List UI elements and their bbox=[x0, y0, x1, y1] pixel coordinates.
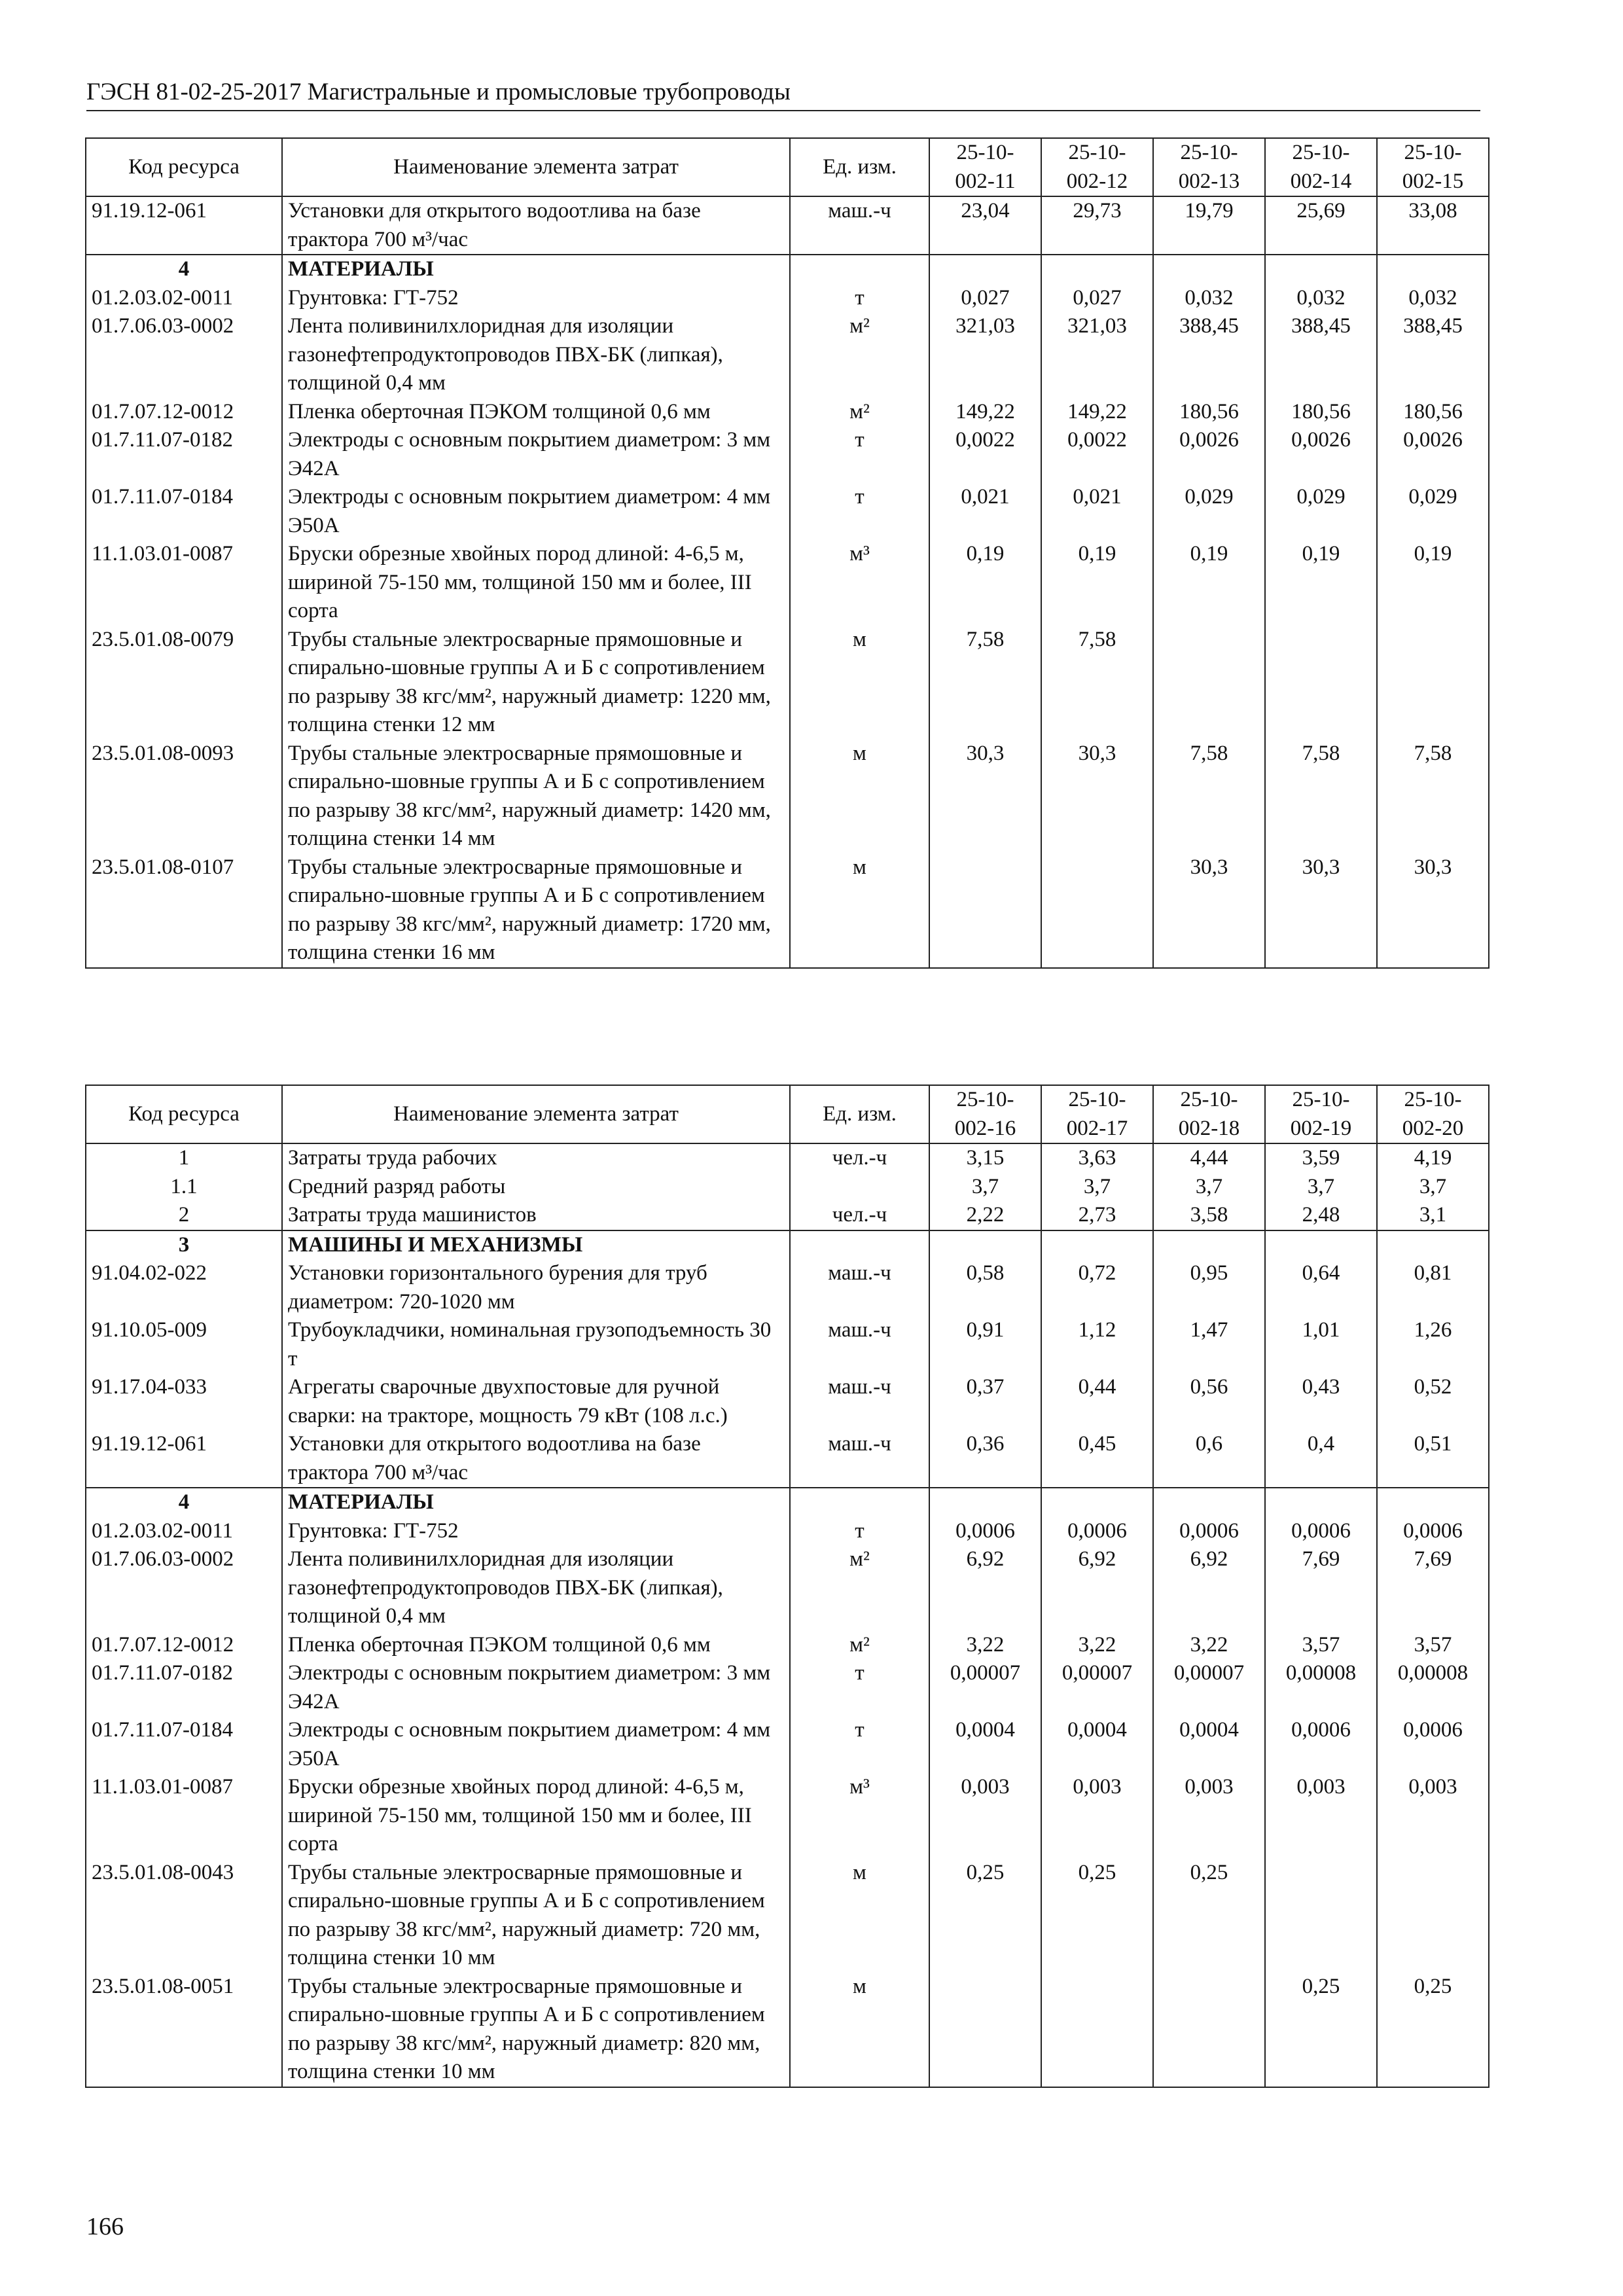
resource-code: 01.7.11.07-0184 bbox=[86, 483, 282, 540]
norm-value: 0,25 bbox=[929, 1859, 1041, 1973]
unit: т bbox=[790, 483, 929, 540]
norm-value: 0,00008 bbox=[1265, 1659, 1377, 1716]
norm-value: 0,003 bbox=[1265, 1773, 1377, 1859]
resource-code: 1 bbox=[86, 1143, 282, 1173]
norm-value: 0,003 bbox=[1041, 1773, 1153, 1859]
page-header: ГЭСН 81-02-25-2017 Магистральные и промысловые трубопроводы bbox=[86, 77, 1480, 111]
norm-value: 3,7 bbox=[1041, 1173, 1153, 1202]
resource-name: Установки горизонтального бурения для труб диаметром: 720-1020 мм bbox=[282, 1259, 790, 1316]
resource-code: 3 bbox=[86, 1230, 282, 1260]
table-row bbox=[86, 1316, 1489, 1373]
table-row bbox=[86, 1173, 1489, 1202]
unit: чел.-ч bbox=[790, 1201, 929, 1230]
norm-value: 3,7 bbox=[1153, 1173, 1265, 1202]
table-row bbox=[86, 1201, 1489, 1230]
norm-value: 30,3 bbox=[1265, 853, 1377, 968]
norm-value: 3,7 bbox=[1377, 1173, 1489, 1202]
norm-value: 3,7 bbox=[1265, 1173, 1377, 1202]
resource-code: 01.2.03.02-0011 bbox=[86, 284, 282, 313]
column-header-norm: 25-10- 002-12 bbox=[1041, 138, 1153, 196]
resource-code: 4 bbox=[86, 255, 282, 284]
norm-value: 0,032 bbox=[1265, 284, 1377, 313]
page-number: 166 bbox=[86, 2213, 124, 2240]
norm-value: 7,69 bbox=[1265, 1545, 1377, 1631]
unit: маш.-ч bbox=[790, 196, 929, 255]
resource-name: Пленка оберточная ПЭКОМ толщиной 0,6 мм bbox=[282, 1631, 790, 1660]
resource-code: 01.7.11.07-0182 bbox=[86, 1659, 282, 1716]
norm-value: 0,51 bbox=[1377, 1430, 1489, 1488]
norm-value bbox=[1377, 255, 1489, 284]
resource-code: 2 bbox=[86, 1201, 282, 1230]
table-row bbox=[86, 1373, 1489, 1430]
table-row bbox=[86, 1545, 1489, 1631]
norm-value: 0,021 bbox=[929, 483, 1041, 540]
unit: маш.-ч bbox=[790, 1259, 929, 1316]
norm-value: 3,15 bbox=[929, 1143, 1041, 1173]
norm-value bbox=[929, 1230, 1041, 1260]
resource-code: 91.10.05-009 bbox=[86, 1316, 282, 1373]
unit: м² bbox=[790, 1631, 929, 1660]
resource-name: Затраты труда рабочих bbox=[282, 1143, 790, 1173]
norm-value: 1,26 bbox=[1377, 1316, 1489, 1373]
norm-value bbox=[1265, 1488, 1377, 1517]
norm-value: 0,003 bbox=[1153, 1773, 1265, 1859]
norm-value: 0,003 bbox=[1377, 1773, 1489, 1859]
norm-value: 0,52 bbox=[1377, 1373, 1489, 1430]
resource-code: 23.5.01.08-0043 bbox=[86, 1859, 282, 1973]
norm-value bbox=[929, 1973, 1041, 2087]
column-header-norm: 25-10- 002-11 bbox=[929, 138, 1041, 196]
norm-value: 0,021 bbox=[1041, 483, 1153, 540]
resource-name: Бруски обрезные хвойных пород длиной: 4-6,5 м, шириной 75-150 мм, толщиной 150 мм и более, III сорта bbox=[282, 1773, 790, 1859]
norm-value: 33,08 bbox=[1377, 196, 1489, 255]
norm-value: 0,19 bbox=[1153, 540, 1265, 626]
norm-value: 388,45 bbox=[1153, 312, 1265, 398]
norm-value bbox=[929, 1488, 1041, 1517]
norm-value: 0,0006 bbox=[1153, 1517, 1265, 1546]
norm-value: 3,57 bbox=[1377, 1631, 1489, 1660]
norm-value: 7,58 bbox=[1377, 740, 1489, 853]
norm-value bbox=[929, 853, 1041, 968]
resource-name: Трубы стальные электросварные прямошовные и спирально-шовные группы А и Б с сопротивлением по разрыву 38 кгс/мм², наружный диаметр: 1420 мм, толщина стенки 14 мм bbox=[282, 740, 790, 853]
norm-value: 149,22 bbox=[1041, 398, 1153, 427]
norm-value: 6,92 bbox=[1041, 1545, 1153, 1631]
norm-value: 0,0026 bbox=[1377, 426, 1489, 483]
norm-value: 0,0004 bbox=[1041, 1716, 1153, 1773]
resource-code: 01.7.07.12-0012 bbox=[86, 1631, 282, 1660]
resource-name: Агрегаты сварочные двухпостовые для ручной сварки: на тракторе, мощность 79 кВт (108 л.с.) bbox=[282, 1373, 790, 1430]
table-row bbox=[86, 1859, 1489, 1973]
norm-value bbox=[1153, 1230, 1265, 1260]
norm-value: 3,7 bbox=[929, 1173, 1041, 1202]
resource-name: Затраты труда машинистов bbox=[282, 1201, 790, 1230]
norm-value bbox=[1153, 1488, 1265, 1517]
norm-value: 0,0006 bbox=[1377, 1517, 1489, 1546]
section-row bbox=[86, 1230, 1489, 1260]
norm-value: 4,19 bbox=[1377, 1143, 1489, 1173]
column-header-unit: Ед. изм. bbox=[790, 1085, 929, 1143]
norm-value bbox=[1041, 853, 1153, 968]
resource-name: Трубы стальные электросварные прямошовные и спирально-шовные группы А и Б с сопротивлением по разрыву 38 кгс/мм², наружный диаметр: 1720 мм, толщина стенки 16 мм bbox=[282, 853, 790, 968]
unit: м bbox=[790, 1973, 929, 2087]
norm-value bbox=[1377, 1230, 1489, 1260]
resource-name: Пленка оберточная ПЭКОМ толщиной 0,6 мм bbox=[282, 398, 790, 427]
norm-value: 0,25 bbox=[1041, 1859, 1153, 1973]
table-row bbox=[86, 196, 1489, 255]
resource-name: Лента поливинилхлоридная для изоляции газонефтепродуктопроводов ПВХ-БК (липкая), толщиной 0,4 мм bbox=[282, 312, 790, 398]
norm-value: 25,69 bbox=[1265, 196, 1377, 255]
unit: м² bbox=[790, 1545, 929, 1631]
norm-value: 30,3 bbox=[1041, 740, 1153, 853]
norm-value: 3,1 bbox=[1377, 1201, 1489, 1230]
unit: т bbox=[790, 1659, 929, 1716]
norm-value: 0,029 bbox=[1153, 483, 1265, 540]
table-row bbox=[86, 312, 1489, 398]
norm-value: 180,56 bbox=[1265, 398, 1377, 427]
norm-value: 0,00007 bbox=[929, 1659, 1041, 1716]
norm-value: 0,0006 bbox=[1041, 1517, 1153, 1546]
norm-value: 0,0006 bbox=[929, 1517, 1041, 1546]
norm-value: 0,0022 bbox=[1041, 426, 1153, 483]
column-header-norm: 25-10- 002-19 bbox=[1265, 1085, 1377, 1143]
norm-value: 0,4 bbox=[1265, 1430, 1377, 1488]
norm-value: 0,45 bbox=[1041, 1430, 1153, 1488]
resource-name: Грунтовка: ГТ-752 bbox=[282, 284, 790, 313]
column-header-name: Наименование элемента затрат bbox=[282, 138, 790, 196]
norm-value: 3,22 bbox=[929, 1631, 1041, 1660]
table-row bbox=[86, 1716, 1489, 1773]
norm-value: 0,81 bbox=[1377, 1259, 1489, 1316]
resource-code: 11.1.03.01-0087 bbox=[86, 540, 282, 626]
unit: м² bbox=[790, 398, 929, 427]
unit: т bbox=[790, 284, 929, 313]
norm-value bbox=[1265, 626, 1377, 740]
norm-value: 0,0006 bbox=[1265, 1716, 1377, 1773]
norm-value: 388,45 bbox=[1377, 312, 1489, 398]
norm-value: 1,47 bbox=[1153, 1316, 1265, 1373]
table-row bbox=[86, 1631, 1489, 1660]
norm-value: 19,79 bbox=[1153, 196, 1265, 255]
norm-value: 0,0026 bbox=[1265, 426, 1377, 483]
unit: т bbox=[790, 1517, 929, 1546]
norm-value: 0,00008 bbox=[1377, 1659, 1489, 1716]
norm-value: 3,63 bbox=[1041, 1143, 1153, 1173]
resource-code: 91.04.02-022 bbox=[86, 1259, 282, 1316]
resource-name: Трубы стальные электросварные прямошовные и спирально-шовные группы А и Б с сопротивлением по разрыву 38 кгс/мм², наружный диаметр: 720 мм, толщина стенки 10 мм bbox=[282, 1859, 790, 1973]
norm-value: 0,0004 bbox=[1153, 1716, 1265, 1773]
section-row bbox=[86, 1488, 1489, 1517]
resource-name: МАТЕРИАЛЫ bbox=[282, 1488, 790, 1517]
resource-name: МАТЕРИАЛЫ bbox=[282, 255, 790, 284]
norm-value: 2,22 bbox=[929, 1201, 1041, 1230]
norm-value bbox=[1265, 1859, 1377, 1973]
unit: чел.-ч bbox=[790, 1143, 929, 1173]
norm-value: 3,58 bbox=[1153, 1201, 1265, 1230]
norm-value bbox=[1153, 1973, 1265, 2087]
resource-code: 01.7.07.12-0012 bbox=[86, 398, 282, 427]
table-row bbox=[86, 626, 1489, 740]
norm-value bbox=[1377, 1488, 1489, 1517]
unit: маш.-ч bbox=[790, 1373, 929, 1430]
table-row bbox=[86, 483, 1489, 540]
section-row bbox=[86, 255, 1489, 284]
resource-name: Бруски обрезные хвойных пород длиной: 4-6,5 м, шириной 75-150 мм, толщиной 150 мм и более, III сорта bbox=[282, 540, 790, 626]
column-header-norm: 25-10- 002-18 bbox=[1153, 1085, 1265, 1143]
unit: маш.-ч bbox=[790, 1430, 929, 1488]
resource-name: Средний разряд работы bbox=[282, 1173, 790, 1202]
resource-name: Грунтовка: ГТ-752 bbox=[282, 1517, 790, 1546]
norm-value: 0,029 bbox=[1265, 483, 1377, 540]
norm-value: 3,22 bbox=[1153, 1631, 1265, 1660]
resource-code: 01.7.11.07-0182 bbox=[86, 426, 282, 483]
unit: м³ bbox=[790, 540, 929, 626]
norm-value: 6,92 bbox=[1153, 1545, 1265, 1631]
unit: т bbox=[790, 1716, 929, 1773]
norm-value: 0,19 bbox=[1041, 540, 1153, 626]
norm-value: 0,25 bbox=[1377, 1973, 1489, 2087]
resource-name: Установки для открытого водоотлива на базе трактора 700 м³/час bbox=[282, 1430, 790, 1488]
table-row bbox=[86, 426, 1489, 483]
resource-name: Трубы стальные электросварные прямошовные и спирально-шовные группы А и Б с сопротивлением по разрыву 38 кгс/мм², наружный диаметр: 1220 мм, толщина стенки 12 мм bbox=[282, 626, 790, 740]
norm-value: 0,0022 bbox=[929, 426, 1041, 483]
norm-value bbox=[1377, 1859, 1489, 1973]
resource-name: Электроды с основным покрытием диаметром: 4 мм Э50А bbox=[282, 483, 790, 540]
column-header-unit: Ед. изм. bbox=[790, 138, 929, 196]
norm-value bbox=[1041, 255, 1153, 284]
resource-code: 01.2.03.02-0011 bbox=[86, 1517, 282, 1546]
unit bbox=[790, 1488, 929, 1517]
table-row bbox=[86, 1430, 1489, 1488]
norm-value: 0,032 bbox=[1377, 284, 1489, 313]
norm-value: 7,58 bbox=[1153, 740, 1265, 853]
norm-value bbox=[1041, 1230, 1153, 1260]
unit: м bbox=[790, 853, 929, 968]
column-header-norm: 25-10- 002-15 bbox=[1377, 138, 1489, 196]
norm-value bbox=[1377, 626, 1489, 740]
norm-value: 3,22 bbox=[1041, 1631, 1153, 1660]
norm-value: 7,69 bbox=[1377, 1545, 1489, 1631]
norm-value: 3,59 bbox=[1265, 1143, 1377, 1173]
resource-code: 23.5.01.08-0051 bbox=[86, 1973, 282, 2087]
norm-value: 0,0006 bbox=[1377, 1716, 1489, 1773]
table-row bbox=[86, 1259, 1489, 1316]
table-row bbox=[86, 1973, 1489, 2087]
norm-value: 0,029 bbox=[1377, 483, 1489, 540]
norm-value: 0,95 bbox=[1153, 1259, 1265, 1316]
norm-value: 30,3 bbox=[1153, 853, 1265, 968]
column-header-norm: 25-10- 002-16 bbox=[929, 1085, 1041, 1143]
resource-name: Электроды с основным покрытием диаметром: 4 мм Э50А bbox=[282, 1716, 790, 1773]
unit: м³ bbox=[790, 1773, 929, 1859]
norm-value bbox=[1153, 255, 1265, 284]
norm-value: 7,58 bbox=[1265, 740, 1377, 853]
resource-code: 4 bbox=[86, 1488, 282, 1517]
resource-code: 91.19.12-061 bbox=[86, 196, 282, 255]
norm-value: 0,43 bbox=[1265, 1373, 1377, 1430]
unit bbox=[790, 1230, 929, 1260]
norm-value: 0,58 bbox=[929, 1259, 1041, 1316]
norm-value: 0,72 bbox=[1041, 1259, 1153, 1316]
norm-value: 0,37 bbox=[929, 1373, 1041, 1430]
table-row bbox=[86, 1517, 1489, 1546]
norm-value: 23,04 bbox=[929, 196, 1041, 255]
norm-value: 0,44 bbox=[1041, 1373, 1153, 1430]
norm-value bbox=[929, 255, 1041, 284]
resource-code: 01.7.11.07-0184 bbox=[86, 1716, 282, 1773]
norm-value: 0,027 bbox=[929, 284, 1041, 313]
resource-name: Установки для открытого водоотлива на базе трактора 700 м³/час bbox=[282, 196, 790, 255]
norm-value bbox=[1041, 1488, 1153, 1517]
norm-value: 1,01 bbox=[1265, 1316, 1377, 1373]
norm-value: 3,57 bbox=[1265, 1631, 1377, 1660]
norm-value: 0,0006 bbox=[1265, 1517, 1377, 1546]
column-header-norm: 25-10- 002-13 bbox=[1153, 138, 1265, 196]
norm-value: 0,00007 bbox=[1041, 1659, 1153, 1716]
table-row bbox=[86, 740, 1489, 853]
table-row bbox=[86, 1773, 1489, 1859]
norm-value bbox=[1153, 626, 1265, 740]
column-header-norm: 25-10- 002-17 bbox=[1041, 1085, 1153, 1143]
unit: м bbox=[790, 626, 929, 740]
norm-value: 0,19 bbox=[929, 540, 1041, 626]
column-header-norm: 25-10- 002-14 bbox=[1265, 138, 1377, 196]
resource-code: 23.5.01.08-0079 bbox=[86, 626, 282, 740]
resource-name: Лента поливинилхлоридная для изоляции газонефтепродуктопроводов ПВХ-БК (липкая), толщиной 0,4 мм bbox=[282, 1545, 790, 1631]
norm-value: 0,56 bbox=[1153, 1373, 1265, 1430]
norm-value bbox=[1265, 1230, 1377, 1260]
resource-name: Трубы стальные электросварные прямошовные и спирально-шовные группы А и Б с сопротивлением по разрыву 38 кгс/мм², наружный диаметр: 820 мм, толщина стенки 10 мм bbox=[282, 1973, 790, 2087]
norm-value: 7,58 bbox=[1041, 626, 1153, 740]
norm-value: 0,64 bbox=[1265, 1259, 1377, 1316]
norm-value: 2,48 bbox=[1265, 1201, 1377, 1230]
norm-value: 0,91 bbox=[929, 1316, 1041, 1373]
norm-value: 29,73 bbox=[1041, 196, 1153, 255]
resource-name: Электроды с основным покрытием диаметром: 3 мм Э42А bbox=[282, 1659, 790, 1716]
norm-value: 7,58 bbox=[929, 626, 1041, 740]
norm-value: 0,6 bbox=[1153, 1430, 1265, 1488]
unit: маш.-ч bbox=[790, 1316, 929, 1373]
norm-value: 30,3 bbox=[929, 740, 1041, 853]
resource-code: 11.1.03.01-0087 bbox=[86, 1773, 282, 1859]
norm-value: 0,003 bbox=[929, 1773, 1041, 1859]
norm-value: 321,03 bbox=[929, 312, 1041, 398]
unit: т bbox=[790, 426, 929, 483]
norm-value: 0,25 bbox=[1153, 1859, 1265, 1973]
table-row bbox=[86, 1143, 1489, 1173]
resource-code: 1.1 bbox=[86, 1173, 282, 1202]
norm-value: 180,56 bbox=[1153, 398, 1265, 427]
column-header-norm: 25-10- 002-20 bbox=[1377, 1085, 1489, 1143]
resource-table bbox=[85, 137, 1489, 969]
column-header-name: Наименование элемента затрат bbox=[282, 1085, 790, 1143]
table-row bbox=[86, 1659, 1489, 1716]
column-header-code: Код ресурса bbox=[86, 138, 282, 196]
resource-table bbox=[85, 1085, 1489, 2088]
norm-value: 321,03 bbox=[1041, 312, 1153, 398]
norm-value: 388,45 bbox=[1265, 312, 1377, 398]
norm-value: 149,22 bbox=[929, 398, 1041, 427]
resource-code: 91.19.12-061 bbox=[86, 1430, 282, 1488]
unit: м bbox=[790, 740, 929, 853]
norm-value: 0,19 bbox=[1265, 540, 1377, 626]
resource-code: 23.5.01.08-0107 bbox=[86, 853, 282, 968]
resource-code: 23.5.01.08-0093 bbox=[86, 740, 282, 853]
norm-value: 0,36 bbox=[929, 1430, 1041, 1488]
resource-code: 01.7.06.03-0002 bbox=[86, 312, 282, 398]
header-row bbox=[86, 138, 1489, 196]
norm-value: 0,19 bbox=[1377, 540, 1489, 626]
norm-value: 0,0004 bbox=[929, 1716, 1041, 1773]
norm-value bbox=[1041, 1973, 1153, 2087]
resource-code: 91.17.04-033 bbox=[86, 1373, 282, 1430]
norm-value: 0,00007 bbox=[1153, 1659, 1265, 1716]
table-row bbox=[86, 398, 1489, 427]
norm-value: 30,3 bbox=[1377, 853, 1489, 968]
norm-value: 0,032 bbox=[1153, 284, 1265, 313]
table-row bbox=[86, 540, 1489, 626]
unit bbox=[790, 1173, 929, 1202]
norm-value: 4,44 bbox=[1153, 1143, 1265, 1173]
table-row bbox=[86, 853, 1489, 968]
norm-value: 0,25 bbox=[1265, 1973, 1377, 2087]
norm-value: 180,56 bbox=[1377, 398, 1489, 427]
header-row bbox=[86, 1085, 1489, 1143]
resource-name: МАШИНЫ И МЕХАНИЗМЫ bbox=[282, 1230, 790, 1260]
resource-name: Трубоукладчики, номинальная грузоподъемность 30 т bbox=[282, 1316, 790, 1373]
unit bbox=[790, 255, 929, 284]
unit: м bbox=[790, 1859, 929, 1973]
norm-value bbox=[1265, 255, 1377, 284]
norm-value: 2,73 bbox=[1041, 1201, 1153, 1230]
unit: м² bbox=[790, 312, 929, 398]
norm-value: 0,027 bbox=[1041, 284, 1153, 313]
resource-name: Электроды с основным покрытием диаметром: 3 мм Э42А bbox=[282, 426, 790, 483]
norm-value: 1,12 bbox=[1041, 1316, 1153, 1373]
column-header-code: Код ресурса bbox=[86, 1085, 282, 1143]
resource-code: 01.7.06.03-0002 bbox=[86, 1545, 282, 1631]
norm-value: 0,0026 bbox=[1153, 426, 1265, 483]
norm-value: 6,92 bbox=[929, 1545, 1041, 1631]
table-row bbox=[86, 284, 1489, 313]
